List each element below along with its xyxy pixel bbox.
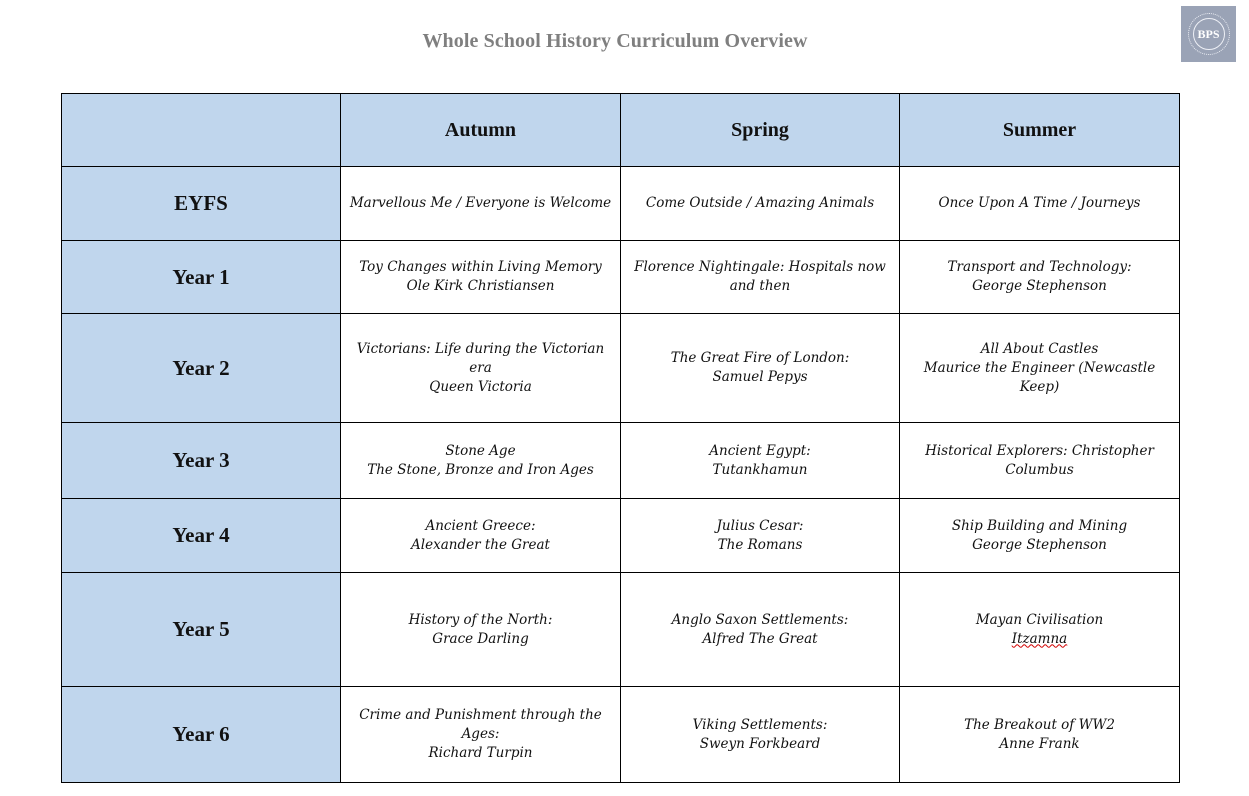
topic-line: Ole Kirk Christiansen	[406, 278, 555, 294]
topic-line: The Stone, Bronze and Iron Ages	[367, 461, 594, 478]
topic-line: Ship Building and Mining	[951, 517, 1128, 534]
year-label: Year 3	[62, 423, 341, 499]
topic-line: Ancient Greece:	[425, 517, 536, 534]
topic-line: Grace Darling	[432, 630, 529, 647]
topic-cell-autumn	[341, 499, 621, 573]
topic-line: Ancient Egypt:	[709, 442, 811, 459]
topic-line: Crime and Punishment through the Ages:	[359, 707, 602, 742]
topic-cell-autumn	[341, 314, 621, 423]
topic-line: Maurice the Engineer (Newcastle Keep)	[923, 359, 1156, 395]
page-title: Whole School History Curriculum Overview	[422, 30, 808, 52]
topic-line: Itzamna	[1011, 630, 1068, 647]
topic-cell-spring	[621, 423, 900, 499]
topic-line: Transport and Technology:	[947, 259, 1132, 275]
table-row	[62, 167, 1180, 241]
topic-line: George Stephenson	[972, 278, 1107, 294]
topic-line: Historical Explorers: Christopher Columbus	[925, 442, 1154, 478]
topic-line: Mayan Civilisation	[975, 611, 1104, 628]
year-label: Year 5	[62, 573, 341, 687]
topic-cell-autumn	[341, 423, 621, 499]
topic-cell-summer	[900, 423, 1180, 499]
topic-cell-summer	[900, 687, 1180, 783]
topic-line: The Breakout of WW2	[964, 716, 1115, 733]
header-row	[62, 94, 1180, 167]
topic-line: Stone Age	[445, 442, 516, 459]
topic-line: Anglo Saxon Settlements:	[671, 611, 849, 628]
topic-line: Sweyn Forkbeard	[699, 735, 821, 752]
topic-cell-summer	[900, 167, 1180, 241]
topic-cell-autumn	[341, 167, 621, 241]
table-row	[62, 573, 1180, 687]
topic-line: Florence Nightingale: Hospitals now and then	[634, 259, 886, 294]
table-row	[62, 499, 1180, 573]
topic-line: Queen Victoria	[429, 378, 532, 395]
logo-text: BPS	[1193, 18, 1225, 50]
topic-cell-spring	[621, 499, 900, 573]
header-summer: Summer	[900, 94, 1180, 167]
year-label: Year 4	[62, 499, 341, 573]
topic-cell-summer	[900, 241, 1180, 314]
header-autumn: Autumn	[341, 94, 621, 167]
topic-cell-spring	[621, 687, 900, 783]
topic-line: All About Castles	[980, 340, 1099, 357]
topic-line: Come Outside / Amazing Animals	[645, 195, 875, 211]
year-label: Year 6	[62, 687, 341, 783]
topic-line: Once Upon A Time / Journeys	[938, 195, 1141, 211]
topic-line: Julius Cesar:	[716, 517, 804, 534]
topic-line: George Stephenson	[972, 536, 1107, 553]
topic-cell-autumn	[341, 687, 621, 783]
topic-line: The Great Fire of London:	[670, 350, 850, 366]
topic-line: Tutankhamun	[712, 461, 808, 478]
topic-line: History of the North:	[408, 611, 553, 628]
topic-cell-summer	[900, 314, 1180, 423]
topic-cell-autumn	[341, 573, 621, 687]
table-row	[62, 687, 1180, 783]
topic-cell-autumn	[341, 241, 621, 314]
topic-line: Anne Frank	[999, 735, 1080, 752]
topic-cell-spring	[621, 167, 900, 241]
topic-line: Samuel Pepys	[712, 369, 808, 385]
topic-cell-spring	[621, 314, 900, 423]
table-row	[62, 241, 1180, 314]
table-row	[62, 423, 1180, 499]
topic-line: Toy Changes within Living Memory	[359, 259, 602, 275]
topic-cell-spring	[621, 573, 900, 687]
topic-line: Alfred The Great	[702, 630, 818, 647]
topic-line: Richard Turpin	[428, 745, 533, 761]
school-logo	[1181, 6, 1236, 62]
topic-cell-summer	[900, 499, 1180, 573]
curriculum-table	[61, 93, 1180, 783]
school-crest-icon	[1188, 13, 1230, 55]
topic-line: Victorians: Life during the Victorian era	[356, 340, 605, 376]
header-spring: Spring	[621, 94, 900, 167]
year-label: EYFS	[62, 167, 341, 241]
topic-cell-summer	[900, 573, 1180, 687]
topic-line: Marvellous Me / Everyone is Welcome	[349, 195, 612, 211]
header-corner-cell	[62, 94, 341, 167]
topic-cell-spring	[621, 241, 900, 314]
topic-line: Alexander the Great	[411, 536, 550, 553]
year-label: Year 1	[62, 241, 341, 314]
topic-line: The Romans	[717, 536, 803, 553]
topic-line: Viking Settlements:	[692, 716, 828, 733]
year-label: Year 2	[62, 314, 341, 423]
table-row	[62, 314, 1180, 423]
